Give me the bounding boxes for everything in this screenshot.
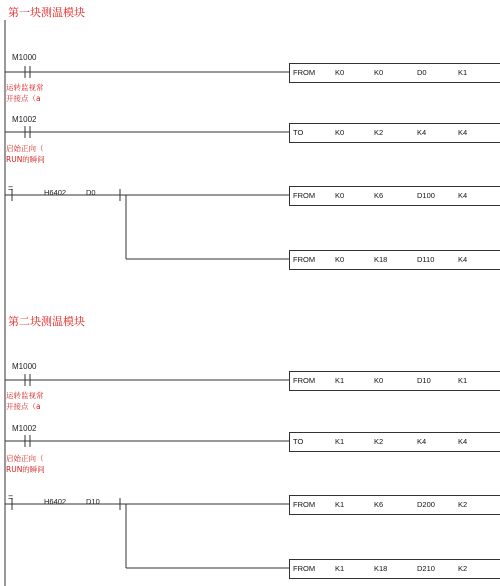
compare-operand-1[interactable]: H6402 [44,497,67,506]
instr-arg: K1 [335,437,345,446]
instr-arg: K1 [335,564,345,573]
instr-arg: K4 [417,128,427,137]
compare-operand-2[interactable]: D10 [86,497,100,506]
instr-arg: K0 [335,191,345,200]
instr-arg: D100 [417,191,435,200]
instr-arg: K1 [335,376,345,385]
instruction-box[interactable] [289,123,500,143]
instr-arg: K2 [374,437,384,446]
instr-arg: K0 [335,68,345,77]
compare-operand-1[interactable]: H6402 [44,188,67,197]
instr-op: FROM [293,564,316,573]
instruction-box[interactable] [289,559,500,579]
instr-arg: K1 [458,376,468,385]
instr-arg: K4 [417,437,427,446]
compare-operand-2[interactable]: D0 [86,188,96,197]
comment-line-1: 运转监视常 [6,83,44,92]
contact-label[interactable]: M1000 [12,53,37,62]
instr-arg: K0 [374,68,384,77]
comment-line-2: RUN的瞬间 [6,465,45,474]
instr-arg: K18 [374,255,388,264]
instruction-box[interactable] [289,186,500,206]
instruction-box[interactable] [289,432,500,452]
comment-line-2: RUN的瞬间 [6,155,45,164]
instr-arg: K6 [374,191,384,200]
instruction-box[interactable] [289,250,500,270]
instr-arg: D0 [417,68,427,77]
instr-arg: K2 [374,128,384,137]
instr-arg: K1 [335,500,345,509]
contact-label[interactable]: M1002 [12,424,37,433]
comment-line-2: 开接点（a [6,94,41,103]
comment-line-1: 启始正向（ [6,454,44,463]
comment-line-2: 开接点（a [6,402,41,411]
instr-arg: K0 [335,255,345,264]
instruction-box[interactable] [289,63,500,83]
instr-arg: K6 [374,500,384,509]
instr-arg: K4 [458,191,468,200]
block-2-title: 第二块测温模块 [8,315,85,328]
instr-arg: D200 [417,500,435,509]
instr-op: TO [293,437,304,446]
instr-op: TO [293,128,304,137]
instruction-box[interactable] [289,495,500,515]
instr-op: FROM [293,255,316,264]
instr-arg: K4 [458,128,468,137]
instr-arg: K4 [458,255,468,264]
instr-arg: D110 [417,255,435,264]
compare-symbol: = [8,183,14,193]
instr-arg: K0 [374,376,384,385]
instr-arg: D210 [417,564,435,573]
instr-arg: K2 [458,564,468,573]
instr-op: FROM [293,500,316,509]
block-1-title: 第一块测温模块 [8,6,85,19]
comment-line-1: 运转监视常 [6,391,44,400]
comment-line-1: 启始正向（ [6,144,44,153]
instr-op: FROM [293,376,316,385]
contact-label[interactable]: M1002 [12,115,37,124]
compare-symbol: = [8,492,14,502]
instr-arg: D10 [417,376,431,385]
instr-op: FROM [293,191,316,200]
instr-op: FROM [293,68,316,77]
instr-arg: K4 [458,437,468,446]
instruction-box[interactable] [289,371,500,391]
instr-arg: K1 [458,68,468,77]
instr-arg: K2 [458,500,468,509]
instr-arg: K18 [374,564,388,573]
instr-arg: K0 [335,128,345,137]
contact-label[interactable]: M1000 [12,362,37,371]
